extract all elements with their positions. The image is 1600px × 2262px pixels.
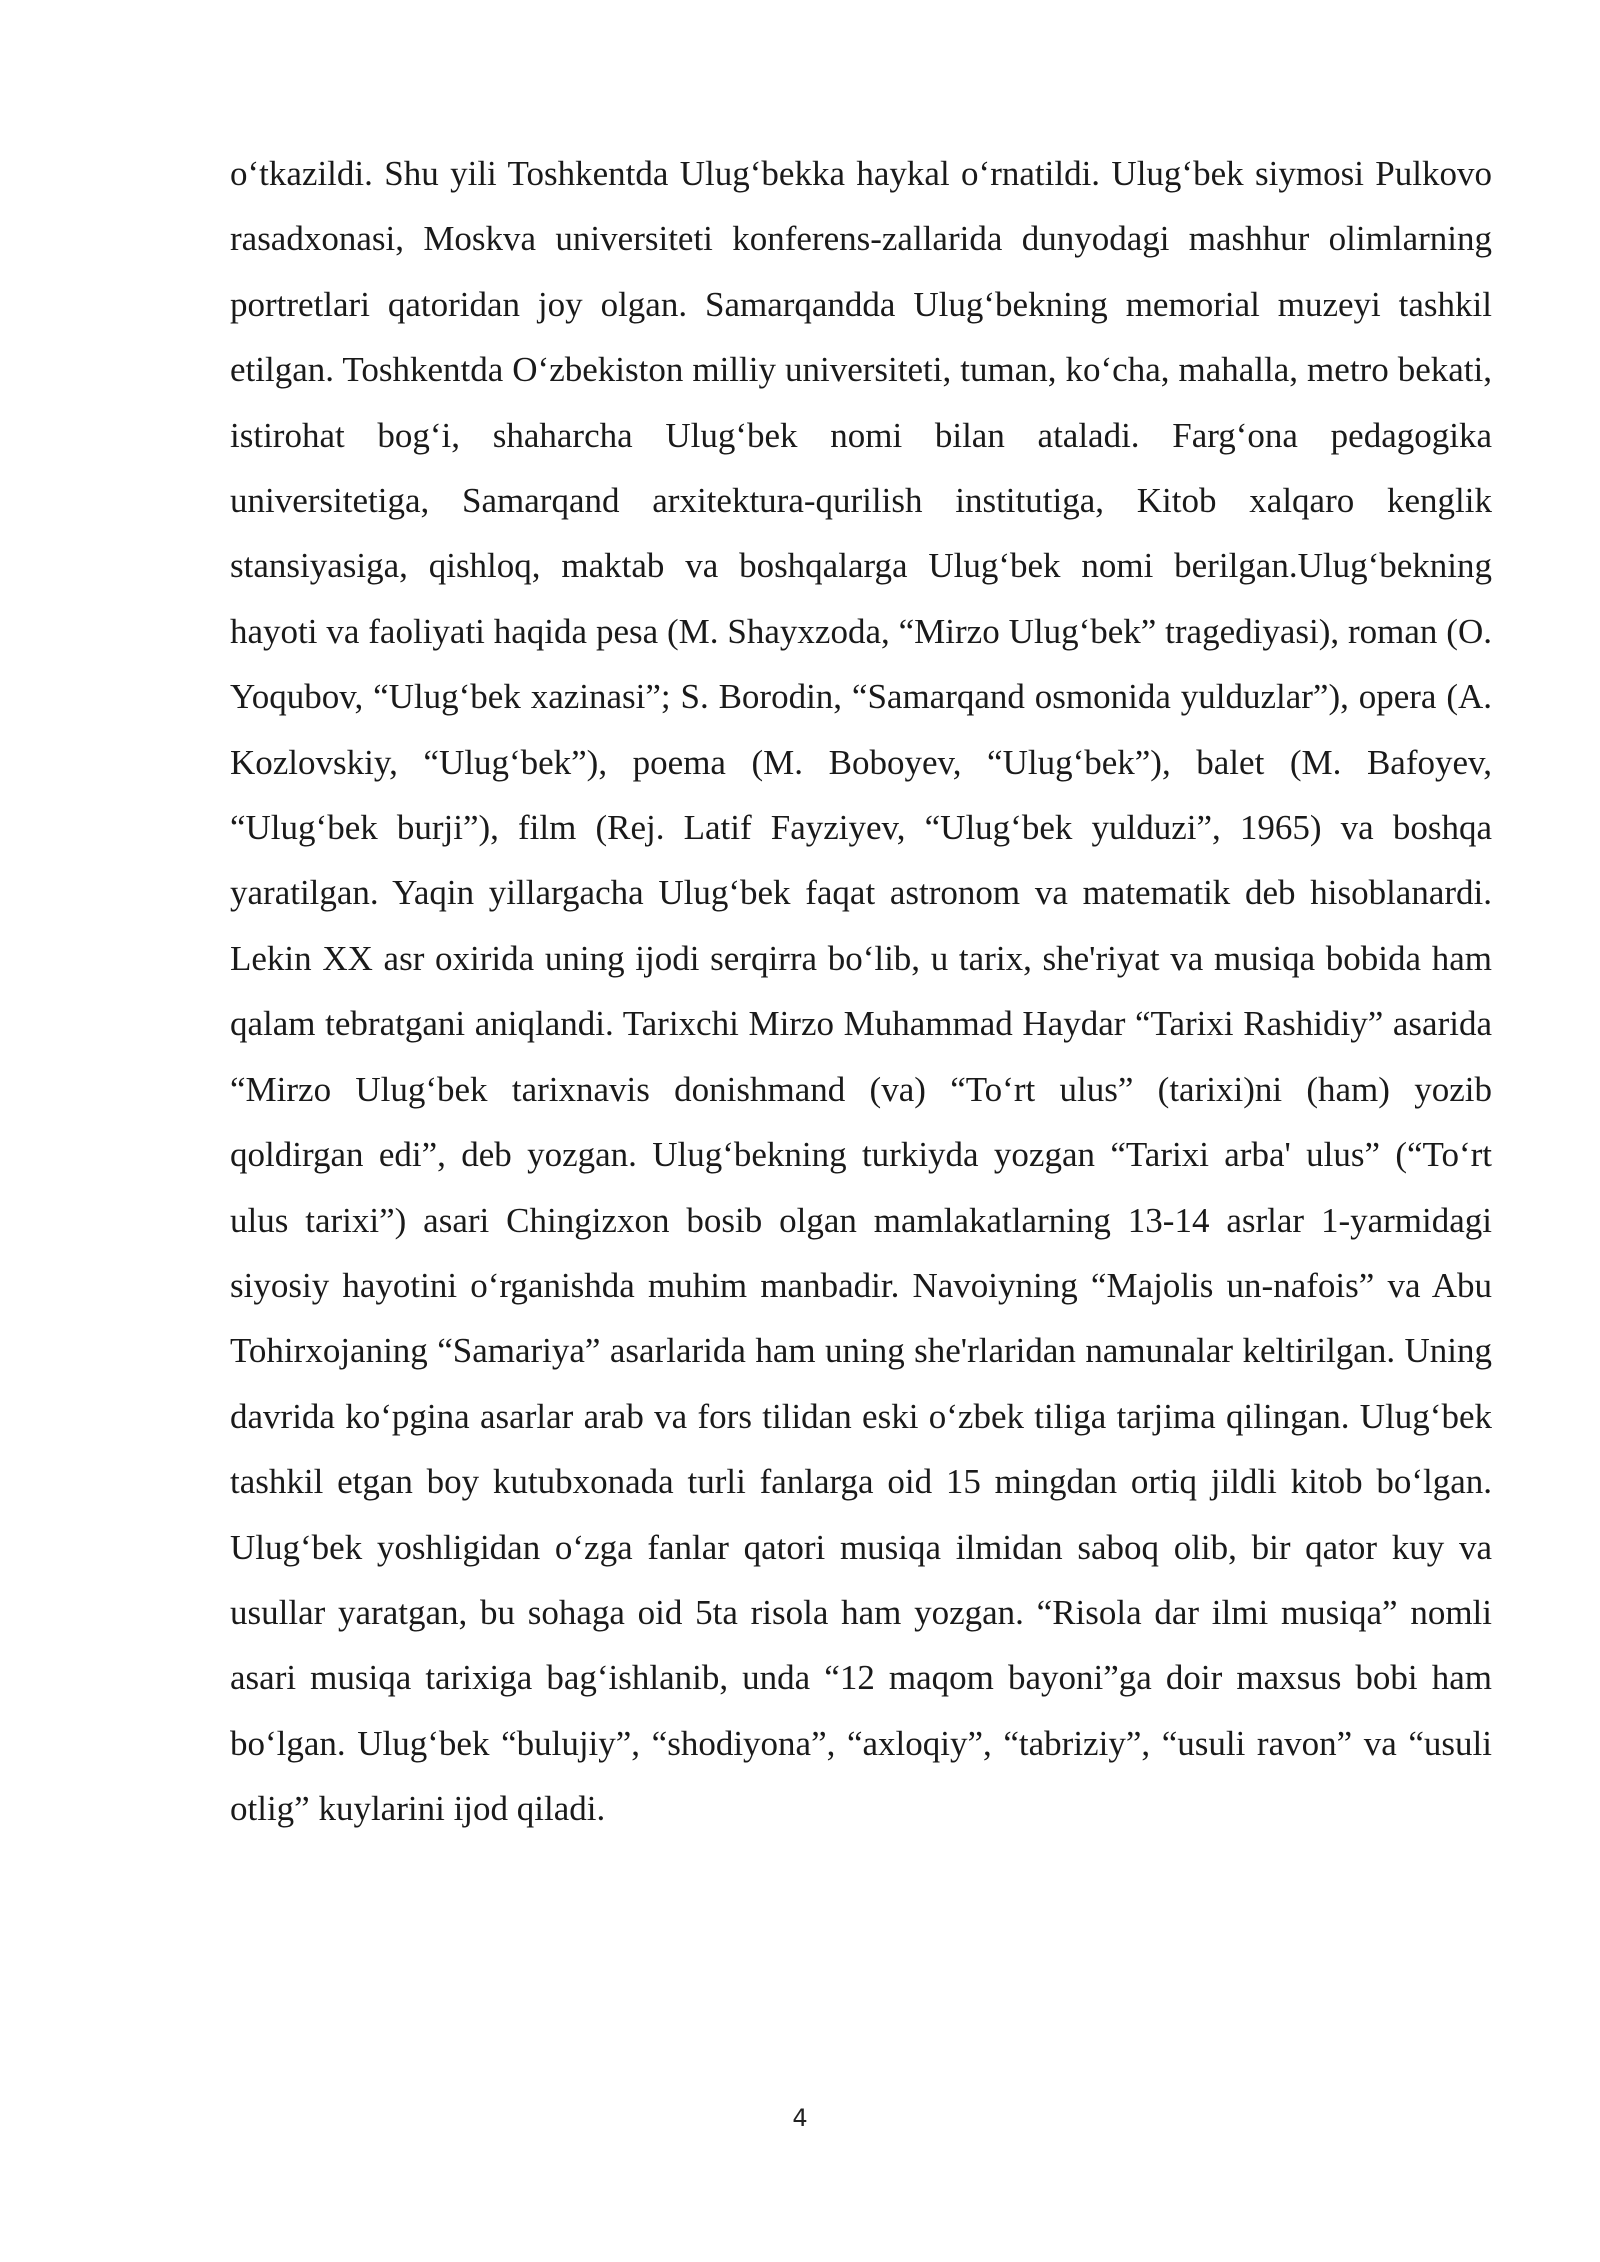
page-number: 4 <box>792 2104 808 2132</box>
body-paragraph: o‘tkazildi. Shu yili Toshkentda Ulug‘bekka haykal o‘rnatildi. Ulug‘bek siymosi Pulkovo rasadxonasi, Moskva universiteti konferens-zallarida dunyodagi mashhur olimlarning portretlari qatoridan joy olgan. Samarqandda Ulug‘bekning memorial muzeyi tashkil etilgan. Toshkentda O‘zbekiston milliy universiteti, tuman, ko‘cha, mahalla, metro bekati, istirohat bog‘i, shaharcha Ulug‘bek nomi bilan ataladi. Farg‘ona pedagogika universitetiga, Samarqand arxitektura-qurilish institutiga, Kitob xalqaro kenglik stansiyasiga, qishloq, maktab va boshqalarga Ulug‘bek nomi berilgan.Ulug‘bekning hayoti va faoliyati haqida pesa (M. Shayxzoda, “Mirzo Ulug‘bek” tragediyasi), roman (O. Yoqubov, “Ulug‘bek xazinasi”; S. Borodin, “Samarqand osmonida yulduzlar”), opera (A. Kozlovskiy, “Ulug‘bek”), poema (M. Boboyev, “Ulug‘bek”), balet (M. Bafoyev, “Ulug‘bek burji”), film (Rej. Latif Fayziyev, “Ulug‘bek yulduzi”, 1965) va boshqa yaratilgan. Yaqin yillargacha Ulug‘bek faqat astronom va matematik deb hisoblanardi. Lekin XX asr oxirida uning ijodi serqirra bo‘lib, u tarix, she'riyat va musiqa bobida ham qalam tebratgani aniqlandi. Tarixchi Mirzo Muhammad Haydar “Tarixi Rashidiy” asarida “Mirzo Ulug‘bek tarixnavis donishmand (va) “To‘rt ulus” (tarixi)ni (ham) yozib qoldirgan edi”, deb yozgan. Ulug‘bekning turkiyda yozgan “Tarixi arba' ulus” (“To‘rt ulus tarixi”) asari Chingizxon bosib olgan mamlakatlarning 13-14 asrlar 1-yarmidagi siyosiy hayotini o‘rganishda muhim manbadir. Navoiyning “Majolis un-nafois” va Abu Tohirxojaning “Samariya” asarlarida ham uning she'rlaridan namunalar keltirilgan. Uning davrida ko‘pgina asarlar arab va fors tilidan eski o‘zbek tiliga tarjima qilingan. Ulug‘bek tashkil etgan boy kutubxonada turli fanlarga oid 15 mingdan ortiq jildli kitob bo‘lgan. Ulug‘bek yoshligidan o‘zga fanlar qatori musiqa ilmidan saboq olib, bir qator kuy va usullar yaratgan, bu sohaga oid 5ta risola ham yozgan. “Risola dar ilmi musiqa” nomli asari musiqa tarixiga bag‘ishlanib, unda “12 maqom bayoni”ga doir maxsus bobi ham bo‘lgan. Ulug‘bek “bulujiy”, “shodiyona”, “axloqiy”, “tabriziy”, “usuli ravon” va “usuli otlig” kuylarini ijod qiladi. <box>230 154 1492 1829</box>
